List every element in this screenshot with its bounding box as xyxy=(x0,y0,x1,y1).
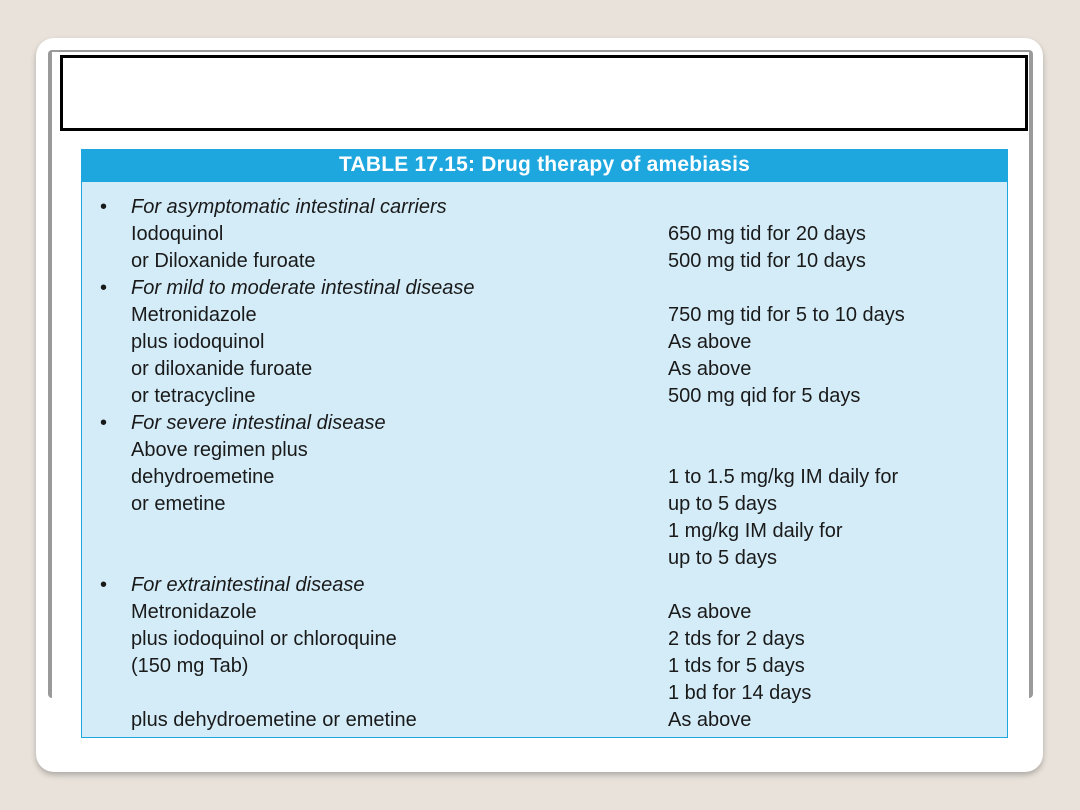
drug-cell: Above regimen plus xyxy=(131,439,308,461)
dose-cell: 500 mg qid for 5 days xyxy=(668,385,861,407)
dose-cell: As above xyxy=(668,601,752,623)
drug-cell: or tetracycline xyxy=(131,385,256,407)
drug-cell: (150 mg Tab) xyxy=(131,655,249,677)
dose-cell: As above xyxy=(668,358,752,380)
dose-cell: 1 to 1.5 mg/kg IM daily for xyxy=(668,466,899,488)
drug-cell: or diloxanide furoate xyxy=(131,358,313,380)
slide-title-box[interactable] xyxy=(60,55,1028,131)
drug-cell: or Diloxanide furoate xyxy=(131,250,316,272)
bullet-icon: • xyxy=(100,574,108,596)
dose-cell: 500 mg tid for 10 days xyxy=(668,250,866,272)
drug-table-body xyxy=(81,181,1008,738)
section-heading: For mild to moderate intestinal disease xyxy=(131,277,475,299)
dose-cell: 1 mg/kg IM daily for xyxy=(668,520,843,542)
section-heading: For severe intestinal disease xyxy=(131,412,386,434)
bullet-icon: • xyxy=(100,412,108,434)
dose-cell: up to 5 days xyxy=(668,547,777,569)
bullet-icon: • xyxy=(100,196,108,218)
dose-cell: As above xyxy=(668,709,752,731)
drug-cell: plus iodoquinol xyxy=(131,331,265,353)
drug-cell: Iodoquinol xyxy=(131,223,224,245)
drug-cell: or emetine xyxy=(131,493,226,515)
section-heading: For asymptomatic intestinal carriers xyxy=(131,196,447,218)
drug-cell: dehydroemetine xyxy=(131,466,275,488)
dose-cell: up to 5 days xyxy=(668,493,777,515)
dose-cell: 1 bd for 14 days xyxy=(668,682,812,704)
dose-cell: 2 tds for 2 days xyxy=(668,628,805,650)
bullet-icon: • xyxy=(100,277,108,299)
dose-cell: 750 mg tid for 5 to 10 days xyxy=(668,304,905,326)
drug-cell: plus dehydroemetine or emetine xyxy=(131,709,417,731)
drug-cell: plus iodoquinol or chloroquine xyxy=(131,628,397,650)
dose-cell: As above xyxy=(668,331,752,353)
dose-cell: 1 tds for 5 days xyxy=(668,655,805,677)
section-heading: For extraintestinal disease xyxy=(131,574,365,596)
drug-cell: Metronidazole xyxy=(131,304,257,326)
drug-cell: Metronidazole xyxy=(131,601,257,623)
table-title: TABLE 17.15: Drug therapy of amebiasis xyxy=(81,149,1008,181)
dose-cell: 650 mg tid for 20 days xyxy=(668,223,866,245)
